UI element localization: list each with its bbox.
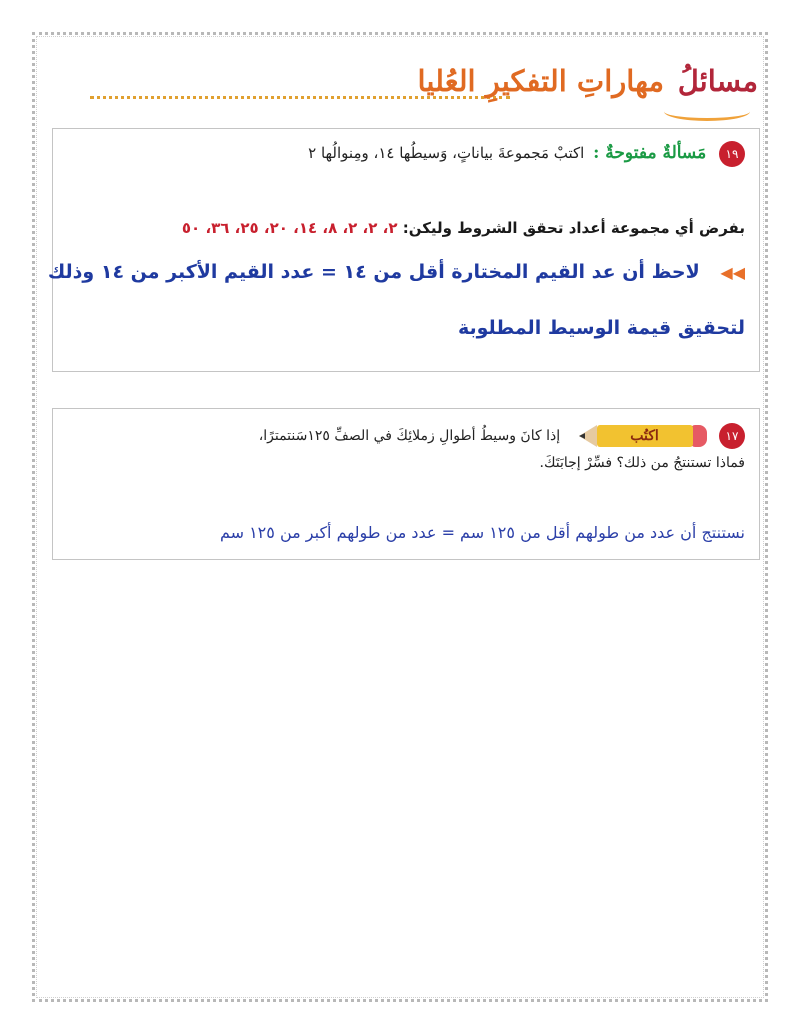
question-19 [308,141,745,167]
question-number-badge: ١٧ [719,423,745,449]
question-17 [259,423,745,449]
question-label: مَسألةٌ مفتوحةٌ : [593,143,707,163]
note-text-1: لاحظ أن عد القيم المختارة أقل من ١٤ = عدد القيم الأكبر من ١٤ وذلك [47,261,700,283]
answer-intro: بفرض أي مجموعة أعداد تحقق الشروط وليكن: [402,219,745,237]
pencil-label: اكتُب [597,425,693,447]
note-line-2: لتحقيق قيمة الوسيط المطلوبة [457,317,745,339]
header-swoosh [664,102,750,121]
question-number-badge: ١٩ [719,141,745,167]
question-text-line-1: إذا كانَ وسيطُ أطوالِ زملائِكَ في الصفِّ ١٢٥سَنتمترًا، [258,428,561,444]
section-header [80,60,760,120]
answer-values: ٢، ٢، ٢، ٨، ١٤، ٢٠، ٢٥، ٣٦، ٥٠ [181,219,398,237]
question-17-box [52,408,760,560]
question-text-line-2: فماذا تستنتجُ من ذلك؟ فسِّرْ إجابَتَكَ. [539,455,745,471]
double-arrow-icon: ◀◀ [720,263,745,282]
question-text: اكتبْ مَجموعةَ بياناتٍ، وَسيطُها ١٤، ومِنوالُها ٢ [308,144,585,162]
header-title-red: مسائلُ [677,64,758,98]
note-line-1 [48,261,745,283]
answer-19 [182,219,745,237]
header-title-orange: مهاراتِ التفكيرِ العُليا [417,64,664,98]
pencil-icon [579,425,707,447]
question-19-box [47,128,760,372]
answer-17: نستنتج أن عدد من طولهم أقل من ١٢٥ سم = عدد من طولهم أكبر من ١٢٥ سم [219,523,745,542]
